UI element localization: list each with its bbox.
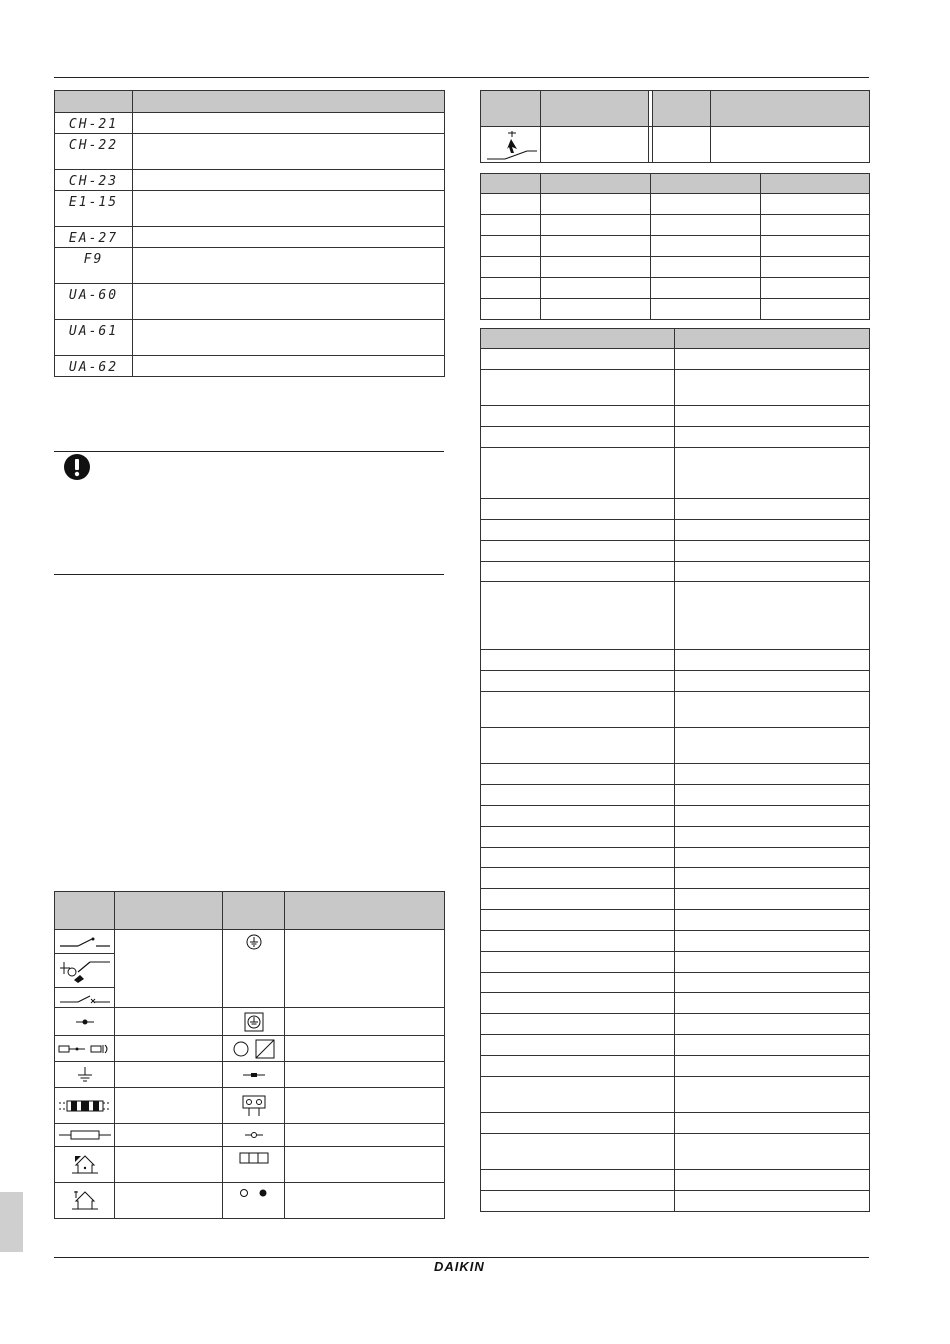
terminal-icon — [223, 1124, 285, 1147]
terminal-block-icon — [223, 1088, 285, 1124]
switch-icon — [55, 930, 115, 954]
indoor-unit-icon — [55, 1147, 115, 1183]
error-code-cell: UA-60 — [55, 284, 133, 320]
four-column-table — [480, 173, 870, 320]
warning-icon — [63, 453, 91, 481]
field-wiring-icon — [55, 1088, 115, 1124]
pressure-switch-icon — [481, 127, 541, 163]
error-code-cell: E1-15 — [55, 191, 133, 227]
connection-icon — [55, 1008, 115, 1036]
error-code-cell: F9 — [55, 248, 133, 284]
error-code-cell: EA-27 — [55, 227, 133, 248]
side-tab — [0, 1192, 23, 1252]
symbol-legend-table — [54, 891, 445, 1219]
fuse-icon — [55, 1124, 115, 1147]
brand-logo: DAIKIN — [434, 1259, 485, 1274]
error-code-cell: CH-22 — [55, 134, 133, 170]
terminal-dots-icon — [223, 1183, 285, 1219]
notice-top-rule — [54, 451, 444, 452]
wire-clamp-icon — [223, 1062, 285, 1088]
footer-rule — [54, 1257, 869, 1258]
switch-symbol-table — [480, 90, 870, 163]
breaker-icon — [55, 988, 115, 1008]
protective-earth-icon — [223, 930, 285, 1008]
error-code-cell: UA-61 — [55, 320, 133, 356]
error-code-cell: UA-62 — [55, 356, 133, 377]
outdoor-unit-icon — [55, 1183, 115, 1219]
terminal-converter-icon — [223, 1036, 285, 1062]
noiseless-earth-icon — [223, 1008, 285, 1036]
top-rule — [54, 77, 869, 78]
two-column-table — [480, 328, 870, 1212]
error-code-cell: CH-23 — [55, 170, 133, 191]
terminal-strip-icon — [223, 1147, 285, 1183]
connector-icon — [55, 1036, 115, 1062]
thermal-switch-icon — [55, 954, 115, 988]
notice-bottom-rule — [54, 574, 444, 575]
error-code-header — [55, 91, 133, 113]
earth-icon — [55, 1062, 115, 1088]
error-code-cell: CH-21 — [55, 113, 133, 134]
error-code-table — [54, 90, 445, 377]
